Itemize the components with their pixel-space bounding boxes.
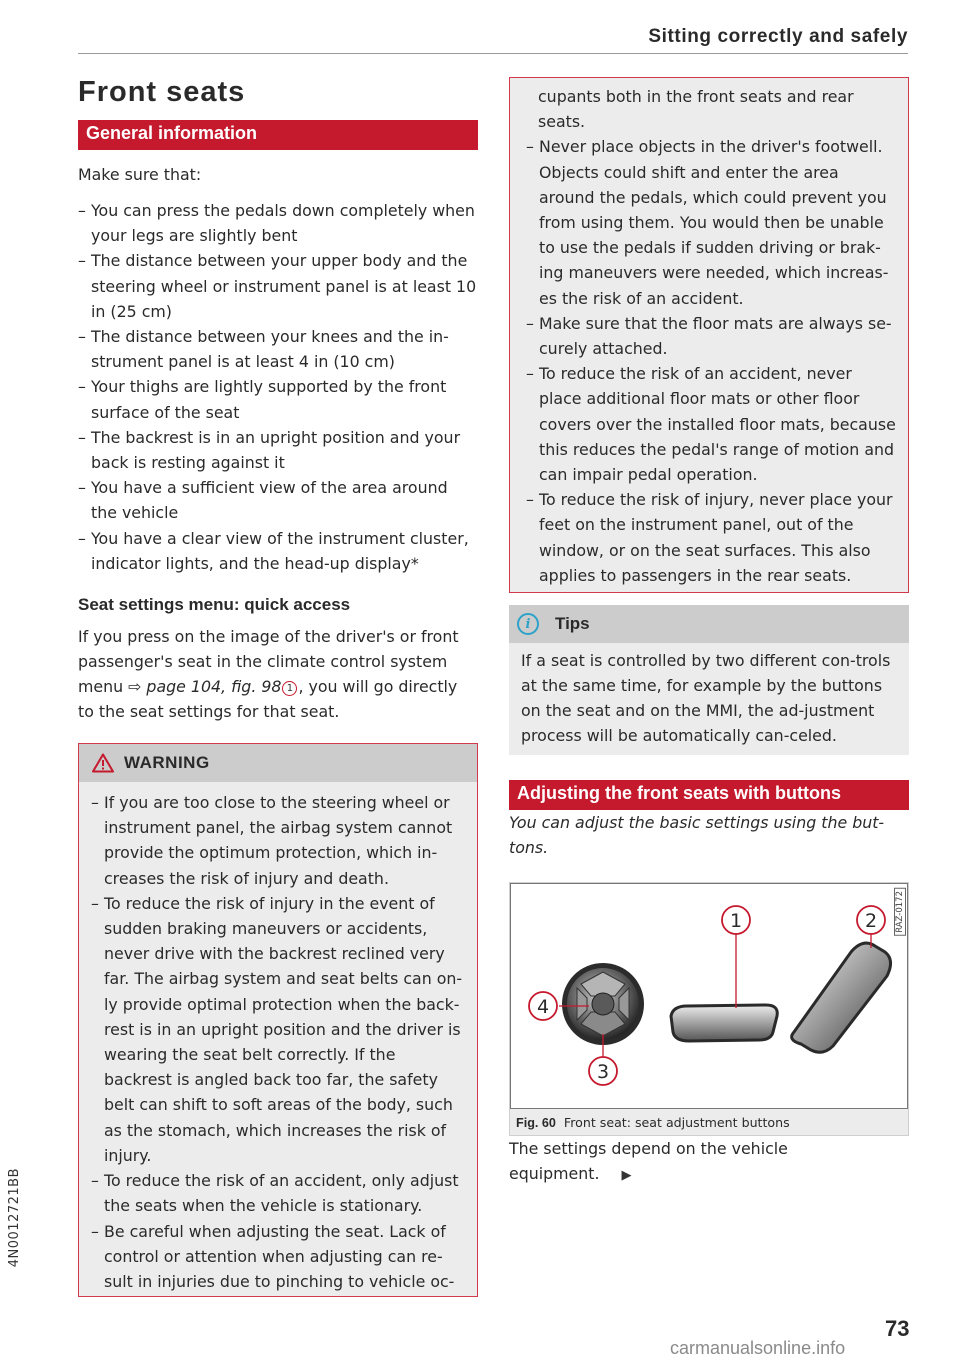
header-rule	[78, 53, 908, 54]
figure-caption	[510, 1109, 908, 1135]
warning-triangle-icon	[92, 753, 114, 773]
right-column	[509, 77, 909, 1188]
document-code: 4N0012721BB	[7, 1168, 22, 1268]
list-item: – The backrest is in an upright position and your back is resting against it	[78, 425, 478, 475]
list-item: – Your thighs are lightly supported by the front surface of the seat	[78, 374, 478, 424]
page-reference-link[interactable]: ⇨ page 104, fig. 98	[128, 677, 282, 697]
settings-note	[509, 1136, 909, 1188]
warning-list	[91, 790, 467, 1294]
settings-text: The settings depend on the vehicle equipment.	[509, 1139, 788, 1184]
quick-access-paragraph	[78, 624, 478, 724]
backrest-button	[792, 943, 891, 1052]
list-item: – To reduce the risk of an accident, only adjust the seats when the vehicle is stationary.	[91, 1168, 467, 1218]
figure-image	[510, 883, 908, 1109]
figure-code: RAZ-0172	[894, 888, 906, 936]
warning-continuation-text: cupants both in the front seats and rear seats.	[538, 87, 854, 132]
list-item: – You have a sufficient view of the area around the vehicle	[78, 475, 478, 525]
section-bar-adjusting-seats: Adjusting the front seats with buttons	[509, 780, 909, 810]
tips-box	[509, 605, 909, 755]
make-sure-intro: Make sure that:	[78, 165, 202, 184]
make-sure-list	[78, 198, 478, 576]
callout-2	[857, 906, 885, 934]
warning-continuation-box	[509, 77, 909, 593]
tips-title: Tips	[555, 614, 590, 634]
left-column	[78, 74, 478, 1297]
quick-access-text-start: If you press on the image of the driver's or front passenger's seat in the climate control system menu	[78, 627, 459, 697]
callout-4	[529, 992, 557, 1020]
list-item: – You can press the pedals down completely when your legs are slightly bent	[78, 198, 478, 248]
list-item: – To reduce the risk of injury, never place your feet on the instrument panel, out of the window, or on the seat surfaces. This also applies to passengers in the rear seats.	[526, 487, 898, 588]
list-item: – The distance between your knees and the in-strument panel is at least 4 in (10 cm)	[78, 324, 478, 374]
svg-text:1: 1	[729, 910, 743, 933]
continue-arrow-icon: ▶	[621, 1168, 632, 1184]
quick-access-heading: Seat settings menu: quick access	[78, 595, 351, 615]
warning-header	[79, 744, 477, 782]
tips-body	[509, 643, 909, 755]
adjust-intro: You can adjust the basic settings using the but-tons.	[509, 813, 885, 858]
callout-3	[589, 1057, 617, 1085]
list-item: – Make sure that the floor mats are always se-curely attached.	[526, 311, 898, 361]
figure-caption-text: Front seat: seat adjustment buttons	[563, 1115, 790, 1131]
warning-title: WARNING	[124, 753, 210, 773]
list-item: – You have a clear view of the instrument cluster, indicator lights, and the head-up display*	[78, 526, 478, 576]
list-item: – Be careful when adjusting the seat. Lack of control or attention when adjusting can re-sult in injuries due to pinching to vehicle oc-	[91, 1219, 467, 1295]
svg-text:3: 3	[596, 1061, 610, 1084]
list-item: – Never place objects in the driver's footwell. Objects could shift and enter the area around the pedals, which could prevent you from using them. You would then be unable to use the pedals if sudden driving or brak-ing maneuvers were needed, which increas-es the risk of an accident.	[526, 134, 898, 310]
warning-continuation-list	[526, 134, 898, 588]
callout-marker: 1	[282, 681, 297, 696]
list-item: – The distance between your upper body and the steering wheel or instrument panel is at least 10 in (25 cm)	[78, 248, 478, 324]
page-number: 73	[885, 1316, 910, 1341]
tips-header	[509, 605, 909, 643]
figure-60	[509, 882, 909, 1136]
warning-box	[78, 743, 478, 1297]
page-title: Front seats	[78, 76, 246, 108]
list-item: – To reduce the risk of an accident, never place additional floor mats or other floor covers over the installed floor mats, because this reduces the pedal's range of motion and can impair pedal operation.	[526, 361, 898, 487]
svg-text:2: 2	[864, 910, 878, 933]
svg-text:4: 4	[536, 996, 550, 1019]
warning-body	[79, 782, 477, 1296]
watermark: carmanualsonline.info	[670, 1338, 846, 1358]
list-item: – To reduce the risk of injury in the event of sudden braking maneuvers or accidents, never drive with the backrest reclined very far. The airbag system and seat belts can on-ly provide optimal protection when the back-rest is in an upright position and the driver is wearing the seat belt correctly. If the backrest is angled back too far, the safety belt can shift to soft areas of the body, such as the stomach, which increases the risk of injury.	[91, 891, 467, 1168]
seat-buttons-illustration	[511, 884, 908, 1108]
quick-access-text-end: , you will go directly to the seat settings for that seat.	[78, 677, 458, 722]
list-item: – If you are too close to the steering wheel or instrument panel, the airbag system cannot provide the optimum protection, which in-creases the risk of injury and death.	[91, 790, 467, 891]
tips-text: If a seat is controlled by two different con-trols at the same time, for example by the buttons on the seat and on the MMI, the ad-justment process will be automatically can-celed.	[521, 651, 891, 746]
seat-cushion-button	[671, 1005, 777, 1041]
chapter-title: Sitting correctly and safely	[648, 26, 908, 47]
callout-1	[722, 906, 750, 934]
info-icon: i	[517, 613, 539, 635]
figure-label: Fig. 60	[516, 1116, 556, 1131]
section-bar-general-information: General information	[78, 120, 478, 150]
